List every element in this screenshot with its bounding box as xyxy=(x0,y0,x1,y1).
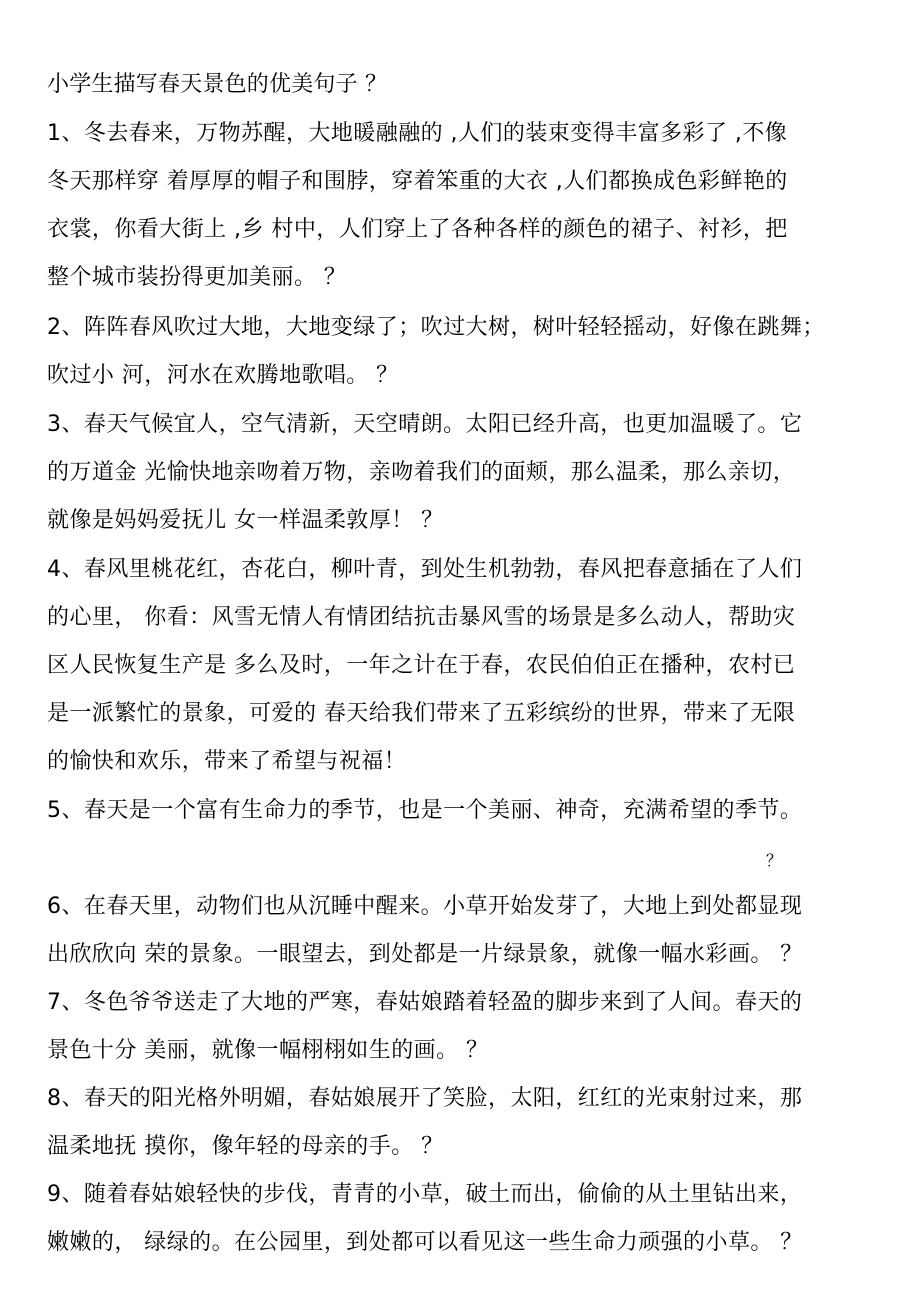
text-line: 是一派繁忙的景象，可爱的 春天给我们带来了五彩缤纷的世界，带来了无限 xyxy=(47,701,796,726)
text-line: 7、冬色爷爷送走了大地的严寒，春姑娘踏着轻盈的脚步来到了人间。春天的 xyxy=(47,990,803,1015)
text-line: 衣裳，你看大街上 ,乡 村中，人们穿上了各种各样的颜色的裙子、衬衫，把 xyxy=(47,217,788,242)
text-line: 嫩嫩的， 绿绿的。在公园里，到处都可以看见这一些生命力顽强的小草。 ？ xyxy=(47,1230,803,1255)
text-line: 景色十分 美丽，就像一幅栩栩如生的画。 ？ xyxy=(47,1038,489,1063)
text-line: 4、春风里桃花红，杏花白，柳叶青，到处生机勃勃，春风把春意插在了人们 xyxy=(47,557,803,582)
text-line: 整个城市装扮得更加美丽。 ？ xyxy=(47,265,347,290)
text-line: 区人民恢复生产是 多么及时，一年之计在于春，农民伯伯正在播种，农村已 xyxy=(47,653,796,678)
text-line: 1、冬去春来，万物苏醒，大地暖融融的 ,人们的装束变得丰富多彩了 ,不像 xyxy=(47,121,788,146)
text-line: 冬天那样穿 着厚厚的帽子和围脖，穿着笨重的大衣 ,人们都换成色彩鲜艳的 xyxy=(47,169,788,194)
text-line: 的心里， 你看：风雪无情人有情团结抗击暴风雪的场景是多么动人，帮助灾 xyxy=(47,605,796,630)
document-title: 小学生描写春天景色的优美句子 ？ xyxy=(47,72,388,97)
text-line: 的愉快和欢乐，带来了希望与祝福！ xyxy=(47,749,407,774)
stray-question-mark: ？ xyxy=(766,851,783,870)
text-line: 8、春天的阳光格外明媚，春姑娘展开了笑脸，太阳，红红的光束射过来，那 xyxy=(47,1086,803,1111)
text-line: 吹过小 河，河水在欢腾地歌唱。 ？ xyxy=(47,363,399,388)
text-line: 5、春天是一个富有生命力的季节，也是一个美丽、神奇，充满希望的季节。 xyxy=(47,798,803,823)
text-line: 温柔地抚 摸你，像年轻的母亲的手。 ？ xyxy=(47,1134,444,1159)
text-line: 3、春天气候宜人，空气清新，天空晴朗。太阳已经升高，也更加温暖了。它 xyxy=(47,412,803,437)
text-line: 出欣欣向 荣的景象。一眼望去，到处都是一片绿景象，就像一幅水彩画。 ？ xyxy=(47,942,803,967)
text-line: 的万道金 光愉快地亲吻着万物，亲吻着我们的面颊，那么温柔，那么亲切， xyxy=(47,460,796,485)
text-line: 2、阵阵春风吹过大地，大地变绿了；吹过大树，树叶轻轻摇动，好像在跳舞； xyxy=(47,315,825,340)
text-line: 9、随着春姑娘轻快的步伐，青青的小草，破土而出，偷偷的从土里钻出来， xyxy=(47,1182,803,1207)
text-line: 6、在春天里，动物们也从沉睡中醒来。小草开始发芽了，大地上到处都显现 xyxy=(47,894,803,919)
text-line: 就像是妈妈爱抚儿 女一样温柔敦厚！ ？ xyxy=(47,508,444,533)
